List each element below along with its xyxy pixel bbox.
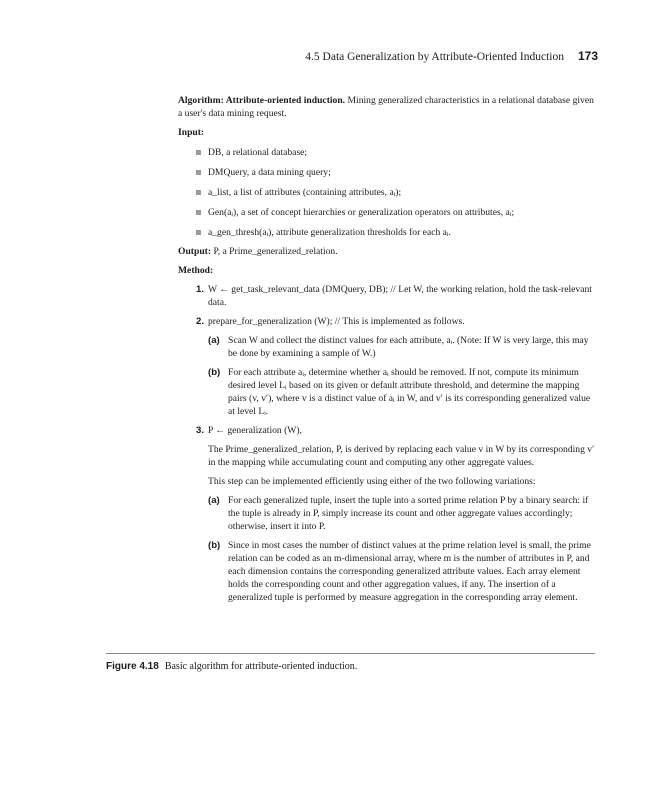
sub-step-label: (b) <box>208 540 221 551</box>
step-text: P ← generalization (W), <box>208 425 302 436</box>
caption-divider <box>106 653 595 654</box>
method-step-3 <box>178 424 598 604</box>
algorithm-intro <box>178 94 598 120</box>
sub-step-label: (b) <box>208 367 221 378</box>
step-text: prepare_for_generalization (W); // This is implemented as follows. <box>208 316 465 327</box>
sub-step <box>208 494 598 533</box>
step-number: 2. <box>196 316 205 327</box>
input-item: Gen(aᵢ), a set of concept hierarchies or generalization operators on attributes, aᵢ; <box>178 206 598 219</box>
method-step-1 <box>178 283 598 309</box>
sub-step-text: Scan W and collect the distinct values for each attribute, aᵢ. (Note: If W is very large, this may be done by examining a sample of W.) <box>228 335 589 359</box>
figure-caption-text: Basic algorithm for attribute-oriented induction. <box>164 661 358 672</box>
input-list <box>178 146 598 239</box>
algorithm-box <box>178 94 598 604</box>
input-item: a_gen_thresh(aᵢ), attribute generalization thresholds for each aᵢ. <box>178 226 598 239</box>
sub-step-text: For each attribute aᵢ, determine whether aᵢ should be removed. If not, compute its minimum desired level Lᵢ based on its given or default attribute threshold, and determine the mapping pairs (v, v′), where v is a distinct value of aᵢ in W, and v′ is its corresponding generalized value at level Lᵢ. <box>228 367 591 417</box>
figure-label: Figure 4.18 <box>106 661 159 672</box>
step-number: 1. <box>196 284 205 295</box>
sub-step <box>208 539 598 604</box>
method-step-2 <box>178 315 598 418</box>
step-paragraph: This step can be implemented efficiently using either of the two following variations: <box>208 476 536 487</box>
input-item: DB, a relational database; <box>178 146 598 159</box>
algorithm-description: Mining generalized characteristics in a relational database given a user's data mining request. <box>178 95 594 119</box>
output-line <box>178 245 598 258</box>
sub-step <box>208 366 598 418</box>
input-item: DMQuery, a data mining query; <box>178 166 598 179</box>
sub-step-label: (a) <box>208 335 220 346</box>
output-label: Output: <box>178 246 212 257</box>
output-text: P, a Prime_generalized_relation. <box>211 246 338 257</box>
input-item: a_list, a list of attributes (containing attributes, aᵢ); <box>178 186 598 199</box>
page-number: 173 <box>577 49 598 63</box>
sub-step-label: (a) <box>208 495 220 506</box>
algorithm-title: Algorithm: Attribute-oriented induction. <box>178 95 346 106</box>
step-text: W ← get_task_relevant_data (DMQuery, DB); // Let W, the working relation, hold the task-relevant data. <box>208 284 592 308</box>
input-label: Input: <box>178 127 205 138</box>
sub-step <box>208 334 598 360</box>
running-header <box>0 49 598 63</box>
sub-step-text: Since in most cases the number of distinct values at the prime relation level is small, the prime relation can be coded as an m-dimensional array, where m is the number of attributes in P, and each dimension contains the corresponding generalized attribute values. Each array element holds the corresponding count and other aggregation values, if any. The insertion of a generalized tuple is performed by measure aggregation in the corresponding array element. <box>228 540 591 603</box>
figure-caption <box>106 661 357 672</box>
step-paragraph: The Prime_generalized_relation, P, is derived by replacing each value v in W by its corresponding v′ in the mapping while accumulating count and computing any other aggregate values. <box>208 444 595 468</box>
step-number: 3. <box>196 425 205 436</box>
sub-step-text: For each generalized tuple, insert the tuple into a sorted prime relation P by a binary search: if the tuple is already in P, simply increase its count and other aggregate values accordingly; otherwise, insert it into P. <box>228 495 589 532</box>
section-title: 4.5 Data Generalization by Attribute-Oriented Induction <box>305 51 564 63</box>
method-label: Method: <box>178 265 214 276</box>
